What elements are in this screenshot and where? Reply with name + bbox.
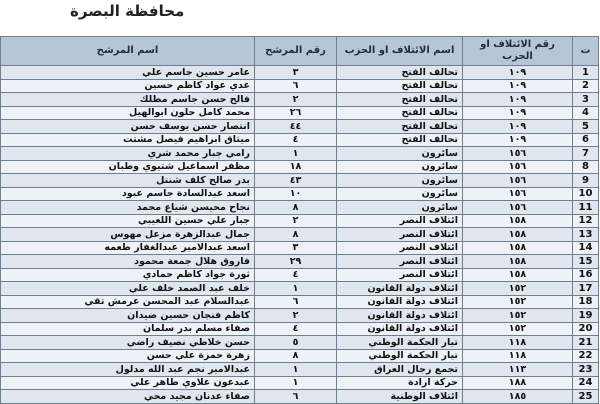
row-number-cell: 20 — [573, 322, 599, 336]
candidate-name-cell: ميثاق ابراهيم فيصل مشتت — [1, 133, 255, 147]
table-row — [1, 241, 599, 255]
coalition-name-cell: سائرون — [337, 201, 463, 215]
table-row — [1, 66, 599, 80]
table-row — [1, 214, 599, 228]
candidate-name-cell: عامر حسين جاسم علي — [1, 66, 255, 80]
coalition-name-cell: ائتلاف النصر — [337, 228, 463, 242]
coalition-number-cell: ١١٨ — [463, 349, 573, 363]
coalition-name-cell: سائرون — [337, 174, 463, 188]
coalition-number-cell: ١٥٢ — [463, 309, 573, 323]
row-number-cell: 16 — [573, 268, 599, 282]
coalition-name-cell: ائتلاف النصر — [337, 214, 463, 228]
coalition-name-cell: ائتلاف دولة القانون — [337, 309, 463, 323]
coalition-number-cell: ١٥٦ — [463, 174, 573, 188]
row-number-cell: 11 — [573, 201, 599, 215]
candidate-number-cell: ٥ — [255, 336, 337, 350]
coalition-number-cell: ١٠٩ — [463, 79, 573, 93]
coalition-number-cell: ١٥٢ — [463, 295, 573, 309]
candidate-number-cell: ٢ — [255, 214, 337, 228]
table-row — [1, 174, 599, 188]
row-number-cell: 24 — [573, 376, 599, 390]
candidate-name-cell: جمال عبدالزهرة مزعل مهوس — [1, 228, 255, 242]
candidate-number-cell: ١٨ — [255, 160, 337, 174]
candidate-name-cell: ثورة جواد كاظم حمادي — [1, 268, 255, 282]
header-coalition-name: اسم الائتلاف او الحزب — [337, 37, 463, 66]
coalition-name-cell: سائرون — [337, 187, 463, 201]
coalition-number-cell: ١٠٩ — [463, 133, 573, 147]
coalition-name-cell: ائتلاف النصر — [337, 241, 463, 255]
candidate-name-cell: نجاح محيسن شياع محمد — [1, 201, 255, 215]
coalition-name-cell: ائتلاف دولة القانون — [337, 282, 463, 296]
coalition-name-cell: تجمع رجال العراق — [337, 363, 463, 377]
coalition-number-cell: ١٥٢ — [463, 282, 573, 296]
coalition-number-cell: ١٥٦ — [463, 187, 573, 201]
table-row — [1, 336, 599, 350]
candidate-name-cell: مظفر اسماعيل شتيوي وطبان — [1, 160, 255, 174]
coalition-number-cell: ١٥٨ — [463, 228, 573, 242]
row-number-cell: 4 — [573, 106, 599, 120]
candidate-name-cell: اسعد عبدالسادة جاسم عبود — [1, 187, 255, 201]
candidate-name-cell: جبار علي حسين اللعيبي — [1, 214, 255, 228]
row-number-cell: 14 — [573, 241, 599, 255]
candidate-number-cell: ٢٦ — [255, 106, 337, 120]
candidate-name-cell: فاروق هلال جمعة محمود — [1, 255, 255, 269]
candidate-name-cell: عبدعون علاوي طاهر علي — [1, 376, 255, 390]
row-number-cell: 5 — [573, 120, 599, 134]
candidate-number-cell: ٨ — [255, 349, 337, 363]
coalition-number-cell: ١٠٩ — [463, 66, 573, 80]
coalition-number-cell: ١٥٦ — [463, 160, 573, 174]
candidate-number-cell: ٢٩ — [255, 255, 337, 269]
coalition-name-cell: حركة ارادة — [337, 376, 463, 390]
coalition-number-cell: ١١٣ — [463, 363, 573, 377]
coalition-number-cell: ١٠٩ — [463, 93, 573, 107]
coalition-number-cell: ١٥٦ — [463, 147, 573, 161]
header-candidate-name: اسم المرشح — [1, 37, 255, 66]
candidate-name-cell: انتصار حسن يوسف حسن — [1, 120, 255, 134]
table-row — [1, 309, 599, 323]
table-header-row — [1, 37, 599, 66]
coalition-name-cell: تيار الحكمة الوطني — [337, 336, 463, 350]
table-row — [1, 133, 599, 147]
coalition-name-cell: ائتلاف النصر — [337, 255, 463, 269]
candidate-number-cell: ٤ — [255, 268, 337, 282]
candidate-name-cell: صفاء عدنان مجيد محي — [1, 390, 255, 404]
candidate-name-cell: عبدالسلام عبد المحسن عرمش تقي — [1, 295, 255, 309]
table-row — [1, 376, 599, 390]
candidate-name-cell: رامي جبار محمد شري — [1, 147, 255, 161]
row-number-cell: 10 — [573, 187, 599, 201]
row-number-cell: 21 — [573, 336, 599, 350]
coalition-name-cell: تحالف الفتح — [337, 66, 463, 80]
table-row — [1, 349, 599, 363]
coalition-name-cell: ائتلاف النصر — [337, 268, 463, 282]
row-number-cell: 18 — [573, 295, 599, 309]
coalition-number-cell: ١٠٩ — [463, 106, 573, 120]
table-row — [1, 390, 599, 404]
candidate-number-cell: ٤ — [255, 133, 337, 147]
candidate-name-cell: اسعد عبدالامير عبدالغفار طعمه — [1, 241, 255, 255]
candidate-number-cell: ٤ — [255, 322, 337, 336]
row-number-cell: 25 — [573, 390, 599, 404]
table-row — [1, 295, 599, 309]
header-candidate-number: رقم المرشح — [255, 37, 337, 66]
table-row — [1, 160, 599, 174]
candidate-number-cell: ١ — [255, 376, 337, 390]
coalition-number-cell: ١٥٨ — [463, 214, 573, 228]
coalition-name-cell: تحالف الفتح — [337, 93, 463, 107]
candidate-name-cell: عدي عواد كاظم حسين — [1, 79, 255, 93]
row-number-cell: 7 — [573, 147, 599, 161]
coalition-name-cell: تحالف الفتح — [337, 133, 463, 147]
candidate-number-cell: ١ — [255, 147, 337, 161]
header-no: ت — [573, 37, 599, 66]
candidate-name-cell: محمد كامل حلون ابوالهيل — [1, 106, 255, 120]
candidate-number-cell: ١ — [255, 363, 337, 377]
candidate-name-cell: بدر صالح كلف شنتل — [1, 174, 255, 188]
coalition-name-cell: ائتلاف دولة القانون — [337, 295, 463, 309]
row-number-cell: 17 — [573, 282, 599, 296]
row-number-cell: 15 — [573, 255, 599, 269]
coalition-name-cell: تيار الحكمة الوطني — [337, 349, 463, 363]
coalition-number-cell: ١٥٦ — [463, 201, 573, 215]
coalition-number-cell: ١٥٨ — [463, 268, 573, 282]
table-row — [1, 255, 599, 269]
coalition-name-cell: تحالف الفتح — [337, 79, 463, 93]
table-row — [1, 79, 599, 93]
header-coalition-number: رقم الائتلاف او الحزب — [463, 37, 573, 66]
row-number-cell: 8 — [573, 160, 599, 174]
row-number-cell: 22 — [573, 349, 599, 363]
candidate-name-cell: عبدالامير نجم عبد الله مدلول — [1, 363, 255, 377]
coalition-number-cell: ١٠٩ — [463, 120, 573, 134]
table-row — [1, 201, 599, 215]
table-row — [1, 363, 599, 377]
page-title: محافظة البصرة — [70, 2, 185, 20]
candidate-number-cell: ٣ — [255, 241, 337, 255]
candidate-number-cell: ٨ — [255, 201, 337, 215]
coalition-name-cell: تحالف الفتح — [337, 106, 463, 120]
row-number-cell: 1 — [573, 66, 599, 80]
table-row — [1, 106, 599, 120]
candidate-number-cell: ٤٣ — [255, 174, 337, 188]
row-number-cell: 2 — [573, 79, 599, 93]
coalition-name-cell: سائرون — [337, 147, 463, 161]
candidate-name-cell: حسن خلاطي نصيف راضي — [1, 336, 255, 350]
candidate-number-cell: ٢ — [255, 93, 337, 107]
candidate-name-cell: فالح حسن جاسم مطلك — [1, 93, 255, 107]
candidate-name-cell: كاظم فنجان حسين ضيدان — [1, 309, 255, 323]
coalition-number-cell: ١٥٢ — [463, 322, 573, 336]
candidate-number-cell: ١٠ — [255, 187, 337, 201]
table-row — [1, 93, 599, 107]
candidate-name-cell: خلف عبد الصمد خلف علي — [1, 282, 255, 296]
coalition-name-cell: تحالف الفتح — [337, 120, 463, 134]
coalition-number-cell: ١٥٨ — [463, 255, 573, 269]
candidate-number-cell: ٣ — [255, 66, 337, 80]
candidate-number-cell: ٦ — [255, 295, 337, 309]
coalition-name-cell: ائتلاف الوطنية — [337, 390, 463, 404]
row-number-cell: 13 — [573, 228, 599, 242]
table-row — [1, 120, 599, 134]
table-row — [1, 147, 599, 161]
row-number-cell: 23 — [573, 363, 599, 377]
row-number-cell: 19 — [573, 309, 599, 323]
row-number-cell: 3 — [573, 93, 599, 107]
row-number-cell: 9 — [573, 174, 599, 188]
row-number-cell: 6 — [573, 133, 599, 147]
table-row — [1, 228, 599, 242]
candidate-number-cell: ١ — [255, 282, 337, 296]
candidate-number-cell: ٦ — [255, 79, 337, 93]
coalition-number-cell: ١١٨ — [463, 336, 573, 350]
table-row — [1, 187, 599, 201]
candidates-table — [0, 36, 599, 404]
coalition-name-cell: ائتلاف دولة القانون — [337, 322, 463, 336]
candidate-number-cell: ٢ — [255, 309, 337, 323]
candidate-name-cell: صفاء مسلم بدر سلمان — [1, 322, 255, 336]
table-row — [1, 322, 599, 336]
candidate-number-cell: ٦ — [255, 390, 337, 404]
table-row — [1, 282, 599, 296]
coalition-number-cell: ١٨٨ — [463, 376, 573, 390]
coalition-number-cell: ١٨٥ — [463, 390, 573, 404]
table-row — [1, 268, 599, 282]
coalition-number-cell: ١٥٨ — [463, 241, 573, 255]
row-number-cell: 12 — [573, 214, 599, 228]
candidate-number-cell: ٨ — [255, 228, 337, 242]
candidate-number-cell: ٤٤ — [255, 120, 337, 134]
candidate-name-cell: زهرة حمزة علي حسن — [1, 349, 255, 363]
coalition-name-cell: سائرون — [337, 160, 463, 174]
